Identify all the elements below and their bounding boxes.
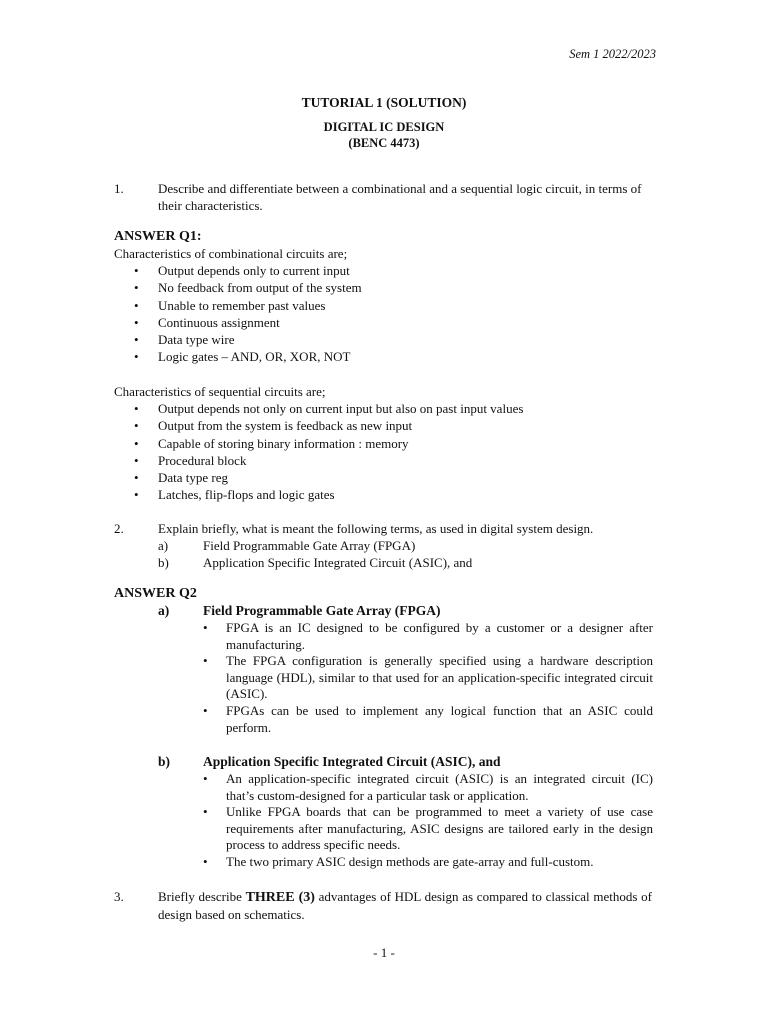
combinational-list	[114, 262, 362, 366]
question-1-text: Describe and differentiate between a combinational and a sequential logic circuit, in terms of their characteristics.	[158, 181, 642, 213]
list-item: • Data type wire	[114, 331, 362, 348]
course-code: (BENC 4473)	[348, 136, 420, 150]
combinational-intro: Characteristics of combinational circuits are;	[114, 246, 348, 261]
question-2-number: 2.	[114, 521, 124, 536]
list-item: • Logic gates – AND, OR, XOR, NOT	[114, 348, 362, 365]
question-3-text-end: advantages of HDL design as compared to classical methods of design based on schematics.	[158, 889, 652, 922]
list-item: • FPGAs can be used to implement any logical function that an ASIC could perform.	[203, 703, 653, 736]
question-3-text	[158, 888, 652, 923]
list-item: • The two primary ASIC design methods are gate-array and full-custom.	[203, 854, 653, 871]
course-title: DIGITAL IC DESIGN	[323, 120, 445, 134]
answer-q2a-label: a)	[158, 603, 170, 618]
semester-header: Sem 1 2022/2023	[569, 47, 656, 61]
question-2a-label: a)	[158, 538, 169, 553]
sequential-list	[114, 400, 523, 504]
question-3-text-start: Briefly describe	[158, 889, 246, 904]
list-item: • An application-specific integrated circuit (ASIC) is an integrated circuit (IC) that’s custom-designed for a particular task or application.	[203, 771, 653, 804]
list-item: • Procedural block	[114, 452, 523, 469]
question-2a-text: Field Programmable Gate Array (FPGA)	[203, 538, 416, 553]
document-title: TUTORIAL 1 (SOLUTION)	[301, 95, 467, 110]
list-item: • Output depends only to current input	[114, 262, 362, 279]
answer-q2b-label: b)	[158, 754, 171, 769]
answer-q1-heading: ANSWER Q1:	[114, 229, 202, 244]
list-item: • The FPGA configuration is generally specified using a hardware description language (HDL), similar to that used for an application-specific integrated circuit (ASIC).	[203, 653, 653, 703]
question-2b-label: b)	[158, 555, 169, 570]
list-item: • Unlike FPGA boards that can be programmed to meet a variety of use case requirements after manufacturing, ASIC designs are tailored early in the design process to address specific needs.	[203, 804, 653, 854]
list-item: • No feedback from output of the system	[114, 279, 362, 296]
question-3-emphasis: THREE (3)	[245, 890, 315, 905]
question-1-number: 1.	[114, 181, 124, 196]
answer-q2a-title: Field Programmable Gate Array (FPGA)	[203, 603, 441, 618]
list-item: • Output depends not only on current input but also on past input values	[114, 400, 523, 417]
list-item: • Continuous assignment	[114, 314, 362, 331]
answer-q2b-title: Application Specific Integrated Circuit (ASIC), and	[203, 754, 501, 769]
list-item: • Capable of storing binary information : memory	[114, 435, 523, 452]
question-2b-text: Application Specific Integrated Circuit (ASIC), and	[203, 555, 473, 570]
list-item: • Data type reg	[114, 469, 523, 486]
question-2-text: Explain briefly, what is meant the following terms, as used in digital system design.	[158, 521, 594, 536]
question-3-number: 3.	[114, 889, 124, 904]
page-number: - 1 -	[373, 945, 395, 960]
list-item: • Unable to remember past values	[114, 297, 362, 314]
fpga-list	[203, 620, 653, 736]
answer-q2-heading: ANSWER Q2	[114, 586, 197, 601]
list-item: • FPGA is an IC designed to be configured by a customer or a designer after manufacturing.	[203, 620, 653, 653]
sequential-intro: Characteristics of sequential circuits are;	[114, 384, 326, 399]
list-item: • Output from the system is feedback as new input	[114, 417, 523, 434]
list-item: • Latches, flip-flops and logic gates	[114, 486, 523, 503]
asic-list	[203, 771, 653, 871]
